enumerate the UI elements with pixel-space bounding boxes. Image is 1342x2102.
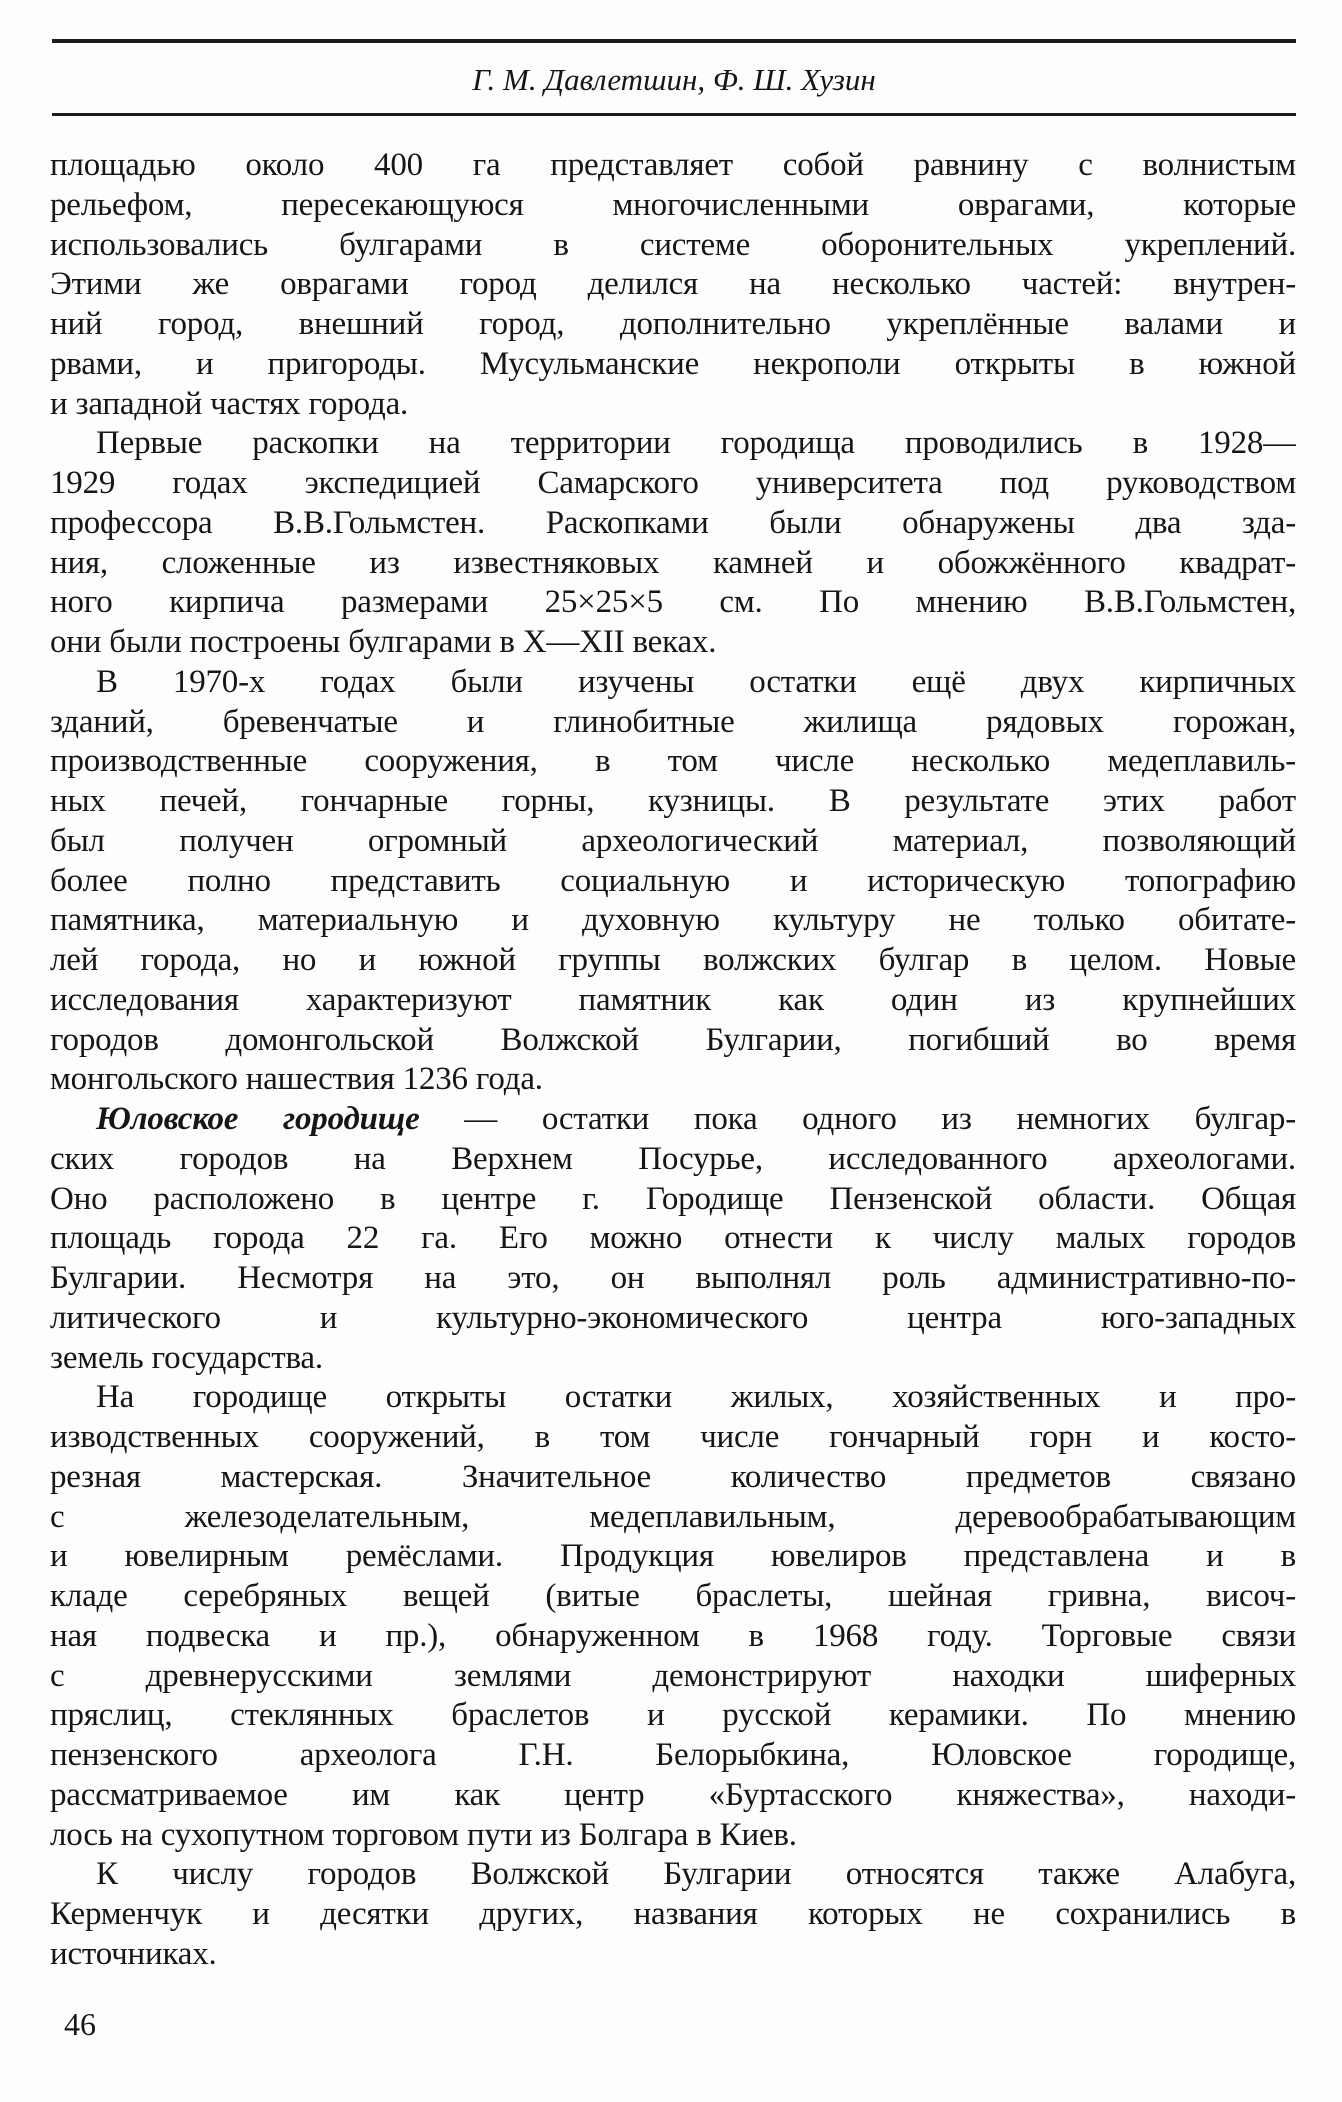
text-line: ная подвеска и пр.), обнаруженном в 1968 году. Торговые связи <box>50 1617 1296 1654</box>
text-line: лось на сухопутном торговом пути из Болгара в Киев. <box>50 1816 797 1853</box>
paragraph <box>50 146 1296 424</box>
text-line: зданий, бревенчатые и глинобитные жилища рядовых горожан, <box>50 703 1296 740</box>
text-line: использовались булгарами в системе оборонительных укреплений. <box>50 226 1296 263</box>
running-header: Г. М. Давлетшин, Ф. Ш. Хузин <box>472 62 876 97</box>
paragraph <box>50 1855 1296 1974</box>
text-line: был получен огромный археологический материал, позволяющий <box>50 822 1296 859</box>
text-line: рельефом, пересекающуюся многочисленными оврагами, которые <box>50 186 1296 223</box>
text-line: К числу городов Волжской Булгарии относятся также Алабуга, <box>96 1856 1296 1893</box>
paragraph <box>50 1100 1296 1378</box>
text-line: Керменчук и десятки других, названия которых не сохранились в <box>50 1896 1296 1932</box>
text-line: резная мастерская. Значительное количество предметов связано <box>50 1458 1296 1495</box>
text-line: Оно расположено в центре г. Городище Пензенской области. Общая <box>50 1180 1296 1217</box>
text-line: 1929 годах экспедицией Самарского университета под руководством <box>50 465 1296 501</box>
text-line: источниках. <box>50 1935 217 1972</box>
page-body-text <box>50 146 1296 1975</box>
text-line <box>50 1100 1296 1140</box>
text-line: монгольского нашествия 1236 года. <box>50 1061 543 1098</box>
page-number: 46 <box>64 2006 96 2042</box>
text-line: Этими же оврагами город делился на несколько частей: внутрен- <box>50 266 1296 303</box>
text-line: и ювелирным ремёслами. Продукция ювелиров представлена и в <box>50 1538 1296 1575</box>
text-line: профессора В.В.Гольмстен. Раскопками были обнаружены два зда- <box>50 504 1296 541</box>
text-line: с древнерусскими землями демонстрируют находки шиферных <box>50 1657 1296 1694</box>
text-line: исследования характеризуют памятник как один из крупнейших <box>50 981 1296 1018</box>
text-line: площадь города 22 га. Его можно отнести к числу малых городов <box>50 1220 1296 1257</box>
text-line: земель государства. <box>50 1339 323 1376</box>
text-line: литического и культурно-экономического центра юго-западных <box>50 1299 1296 1336</box>
text-line: городов домонгольской Волжской Булгарии, погибший во время <box>50 1021 1296 1058</box>
paragraph <box>50 424 1296 663</box>
text-line-rest: — остатки пока одного из немногих булгар- <box>419 1101 1296 1137</box>
text-line: пряслиц, стеклянных браслетов и русской керамики. По мнению <box>50 1697 1296 1734</box>
text-line: В 1970-х годах были изучены остатки ещё двух кирпичных <box>96 663 1296 700</box>
text-line: они были построены булгарами в X—XII веках. <box>50 624 717 660</box>
text-line: На городище открыты остатки жилых, хозяйственных и про- <box>96 1379 1296 1416</box>
text-line: изводственных сооружений, в том числе гончарный горн и косто- <box>50 1419 1296 1455</box>
text-line: ний город, внешний город, дополнительно укреплённые валами и <box>50 306 1296 342</box>
text-line: лей города, но и южной группы волжских булгар в целом. Новые <box>50 942 1296 978</box>
text-line: Первые раскопки на территории городища проводились в 1928— <box>96 425 1296 462</box>
text-line: ного кирпича размерами 25×25×5 см. По мнению В.В.Гольмстен, <box>50 584 1296 621</box>
text-line: ных печей, гончарные горны, кузницы. В результате этих работ <box>50 783 1296 819</box>
text-line: и западной частях города. <box>50 385 409 422</box>
text-line: памятника, материальную и духовную культуру не только обитате- <box>50 902 1296 939</box>
paragraph <box>50 663 1296 1100</box>
text-line: рассматриваемое им как центр «Буртасского княжества», находи- <box>50 1776 1296 1813</box>
header-rule-top <box>52 39 1296 43</box>
text-line: с железоделательным, медеплавильным, деревообрабатывающим <box>50 1498 1296 1535</box>
text-line: площадью около 400 га представляет собой равнину с волнистым <box>50 147 1296 183</box>
text-line: ния, сложенные из известняковых камней и обожжённого квадрат- <box>50 544 1296 581</box>
text-line: более полно представить социальную и историческую топографию <box>50 862 1296 899</box>
header-rule-bottom <box>52 113 1296 116</box>
text-line: кладе серебряных вещей (витые браслеты, шейная гривна, височ- <box>50 1578 1296 1614</box>
paragraph <box>50 1378 1296 1855</box>
text-line: ских городов на Верхнем Посурье, исследованного археологами. <box>50 1140 1296 1177</box>
text-line: рвами, и пригороды. Мусульманские некрополи открыты в южной <box>50 345 1296 382</box>
paragraph-lead: Юловское городище <box>96 1101 420 1137</box>
text-line: Булгарии. Несмотря на это, он выполнял роль административно-по- <box>50 1260 1296 1296</box>
text-line: пензенского археолога Г.Н. Белорыбкина, Юловское городище, <box>50 1737 1296 1773</box>
text-line: производственные сооружения, в том числе несколько медеплавиль- <box>50 743 1296 780</box>
